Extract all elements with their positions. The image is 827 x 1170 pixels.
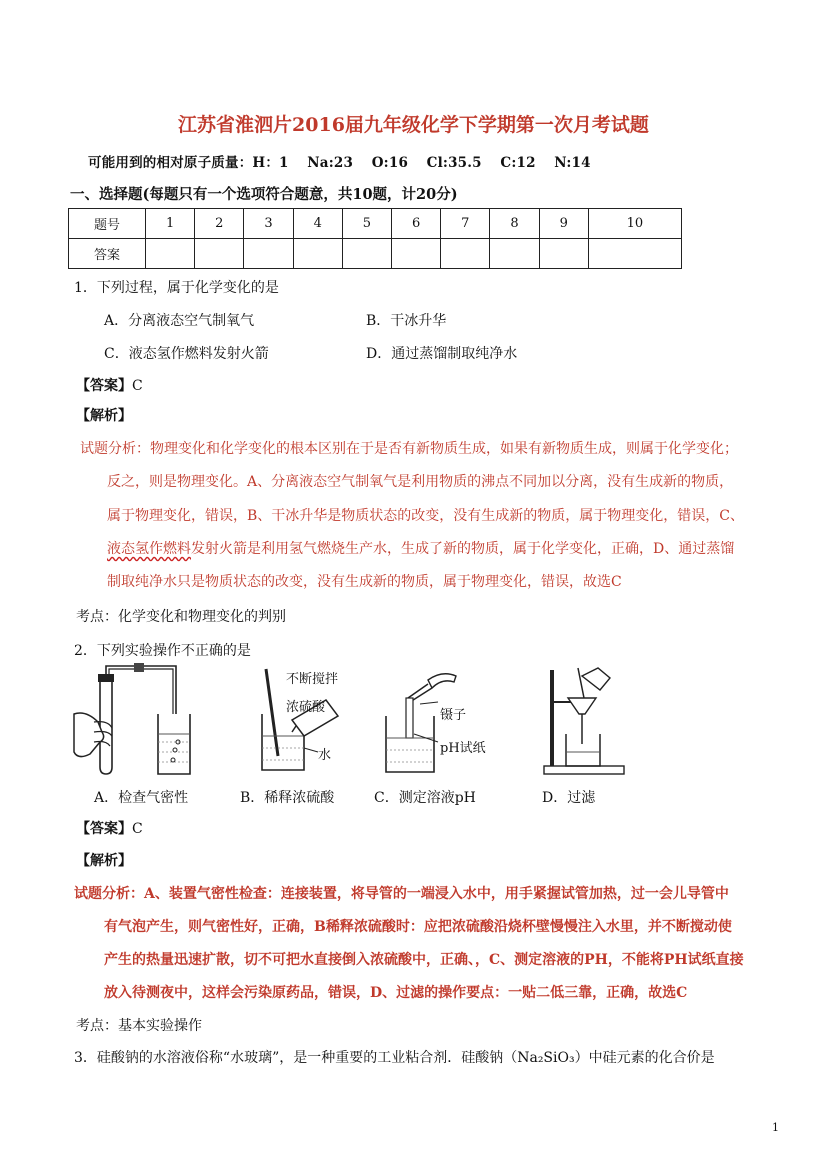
answer-cell xyxy=(146,239,195,269)
section-heading: 一、选择题(每题只有一个选项符合题意，共10题，计20分) xyxy=(70,186,458,203)
col-number: 3 xyxy=(244,209,293,239)
answer-tag: 【答案】 xyxy=(76,378,132,394)
q1-option-b: B．干冰升华 xyxy=(366,313,447,329)
answer-cell xyxy=(441,239,490,269)
q1-option-c: C．液态氢作燃料发射火箭 xyxy=(104,346,269,362)
answer-cell xyxy=(539,239,588,269)
answer-cell xyxy=(490,239,539,269)
q2-analysis-tag: 【解析】 xyxy=(76,853,132,869)
q3-stem: 3．硅酸钠的水溶液俗称“水玻璃”，是一种重要的工业粘合剂．硅酸钠（Na₂SiO₃）中硅元素的化合价是 xyxy=(74,1050,715,1066)
q1-analysis-line xyxy=(107,538,734,558)
col-number: 1 xyxy=(146,209,195,239)
answer-tag: 【答案】 xyxy=(76,821,132,837)
answer-cell xyxy=(195,239,244,269)
figure-filtration xyxy=(538,666,628,778)
answer-cell xyxy=(244,239,293,269)
col-number: 7 xyxy=(441,209,490,239)
q2-answer xyxy=(76,818,143,838)
label-stir: 不断搅拌 xyxy=(286,672,339,687)
page-number: 1 xyxy=(772,1121,779,1134)
q1-analysis-rest: 发射火箭是利用氢气燃烧生产水，生成了新的物质，属于化学变化，正确，D、通过蒸馏 xyxy=(191,541,735,557)
col-number: 5 xyxy=(342,209,391,239)
col-number: 9 xyxy=(539,209,588,239)
q2-stem: 2．下列实验操作不正确的是 xyxy=(74,643,251,659)
q2-analysis-line: 有气泡产生，则气密性好，正确，B稀释浓硫酸时：应把浓硫酸沿烧杯壁慢慢注入水里，并不断搅动使 xyxy=(104,919,732,935)
answer-cell xyxy=(392,239,441,269)
row-label-answer: 答案 xyxy=(69,239,146,269)
spellcheck-underline: 液态氢作燃料 xyxy=(107,541,191,557)
label-conc-acid: 浓硫酸 xyxy=(286,700,326,715)
col-number: 4 xyxy=(293,209,342,239)
q1-analysis-line: 反之，则是物理变化。A、分离液态空气制氧气是利用物质的沸点不同加以分离，没有生成新的物质， xyxy=(107,474,734,490)
col-number: 8 xyxy=(490,209,539,239)
answer-cell xyxy=(293,239,342,269)
q1-analysis-line: 属于物理变化，错误，B、干冰升华是物质状态的改变，没有生成新的物质，属于物理变化，错误，C、 xyxy=(107,508,744,524)
label-water: 水 xyxy=(318,748,332,763)
answer-cell xyxy=(588,239,681,269)
q2-option-c: C．测定溶液pH xyxy=(374,790,476,806)
q1-analysis-line: 试题分析：物理变化和化学变化的根本区别在于是否有新物质生成，如果有新物质生成，则属于化学变化； xyxy=(80,441,738,457)
q2-analysis-line: 产生的热量迅速扩散，切不可把水直接倒入浓硫酸中，正确、，C、测定溶液的PH，不能将PH试纸直接 xyxy=(104,952,744,968)
answer-value: C xyxy=(132,821,143,837)
q2-option-d: D．过滤 xyxy=(542,790,596,806)
q1-answer xyxy=(76,375,143,395)
q2-analysis-line: 试题分析：A、装置气密性检查：连接装置，将导管的一端浸入水中，用手紧握试管加热，过一会儿导管中 xyxy=(74,886,729,902)
label-ph-paper: pH试纸 xyxy=(440,741,486,756)
q2-option-b: B．稀释浓硫酸 xyxy=(240,790,335,806)
q2-analysis-line: 放入待测夜中，这样会污染原药品，错误，D、过滤的操作要点：一贴二低三靠，正确，故选C xyxy=(104,985,688,1001)
figure-airtightness xyxy=(72,662,192,780)
col-number: 6 xyxy=(392,209,441,239)
col-number: 2 xyxy=(195,209,244,239)
q1-stem: 1．下列过程，属于化学变化的是 xyxy=(74,280,279,296)
q1-analysis-line: 制取纯净水只是物质状态的改变，没有生成新的物质，属于物理变化，错误，故选C xyxy=(107,574,622,590)
answer-value: C xyxy=(132,378,143,394)
q2-kaodian: 考点：基本实验操作 xyxy=(76,1018,202,1034)
q1-analysis-tag: 【解析】 xyxy=(76,408,132,424)
answer-table xyxy=(68,208,682,269)
label-tweezers: 镊子 xyxy=(440,708,467,723)
q1-option-a: A．分离液态空气制氧气 xyxy=(104,313,255,329)
q1-kaodian: 考点：化学变化和物理变化的判别 xyxy=(76,609,286,625)
atomic-masses: 可能用到的相对原子质量：H：1 Na:23 O:16 Cl:35.5 C:12 N:14 xyxy=(88,155,591,171)
page-title: 江苏省淮泗片2016届九年级化学下学期第一次月考试题 xyxy=(178,114,649,136)
row-label-number: 题号 xyxy=(69,209,146,239)
q2-option-a: A．检查气密性 xyxy=(94,790,189,806)
col-number: 10 xyxy=(588,209,681,239)
q1-option-d: D．通过蒸馏制取纯净水 xyxy=(366,346,518,362)
answer-cell xyxy=(342,239,391,269)
